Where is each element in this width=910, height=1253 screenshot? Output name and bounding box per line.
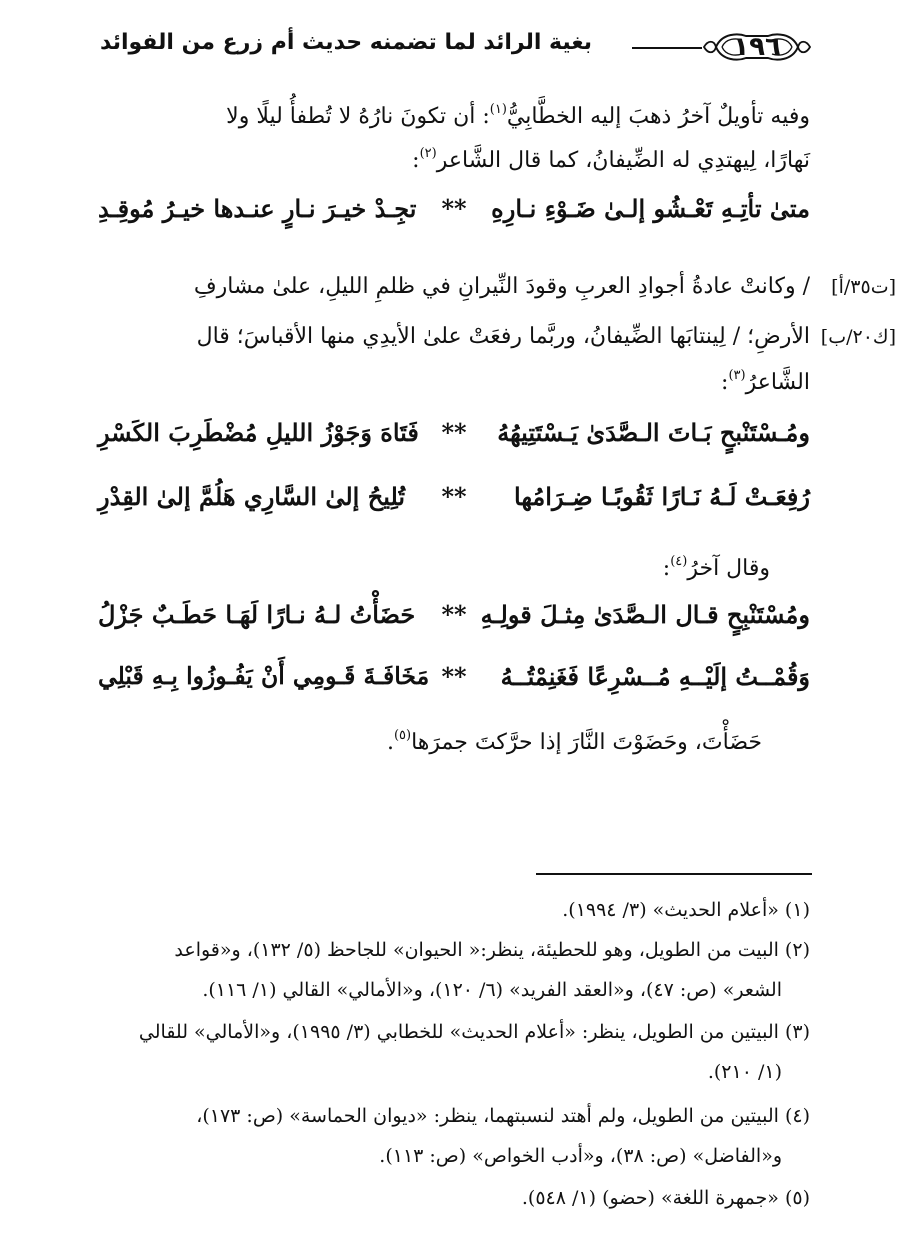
text-run: : أن تكونَ نارُهُ لا تُطفأُ ليلًا ولا [226, 104, 490, 129]
verse-separator: ** [441, 662, 467, 691]
paragraph-1-line-2 [98, 140, 810, 182]
verse-2 [98, 418, 810, 462]
verse-hemistich-first: متىٰ تأتِـهِ تَعْـشُو إلـىٰ ضَـوْءِ نـارِهِ [491, 194, 810, 223]
verse-hemistich-second: فَتَاهَ وَجَوْزُ الليلِ مُضْطَرِبَ الكَسْرِ [98, 418, 419, 447]
paragraph-2-line-3 [98, 362, 810, 404]
verse-hemistich-first: رُفِعَـتْ لَـهُ نَـارًا ثَقُوبًـا ضِـرَامُها [514, 482, 810, 511]
paragraph-3-line-1 [98, 548, 770, 590]
verse-1 [98, 194, 810, 238]
paragraph-1-line-1 [98, 96, 810, 138]
verse-separator: ** [441, 418, 467, 447]
verse-5 [98, 662, 810, 706]
footnote-ref: (٢) [419, 146, 437, 161]
page-number-ornament [702, 30, 812, 64]
text-run: حَضَأْتَ، وحَضَوْتَ النَّارَ إذا حرَّكتَ جمرَها [411, 730, 762, 755]
text-run: وفيه تأويلٌ آخرُ ذهبَ إليه الخطَّابِيُّ [506, 104, 810, 129]
footnote-2-line-2: الشعر» (ص: ٤٧)، و«العقد الفريد» (٦/ ١٢٠)، و«الأمالي» القالي (١/ ١١٦). [202, 979, 782, 1001]
text-run: . [386, 730, 394, 755]
page-number: ١٩٦ [733, 32, 781, 62]
verse-separator: ** [441, 482, 467, 511]
text-run: نَهارًا، لِيهتدِي له الضِّيفانُ، كما قال الشَّاعر [436, 148, 810, 173]
page-header [100, 28, 812, 68]
verse-hemistich-second: تُلِيحُ إلىٰ السَّارِي هَلُمَّ إلىٰ القِدْرِ [98, 482, 406, 511]
paragraph-4-line-1 [98, 722, 762, 764]
footnote-separator [536, 873, 812, 875]
verse-hemistich-second: مَخَافَـةَ قَـومِي أَنْ يَفُـوزُوا بِـهِ قَبْلِي [98, 662, 430, 690]
verse-hemistich-second: حَضَأْتُ لـهُ نـارًا لَهَـا حَطَـبٌ جَزْلُ [98, 600, 416, 629]
text-run: : [412, 148, 420, 173]
footnote-4-line-2: و«الفاضل» (ص: ٣٨)، و«أدب الخواص» (ص: ١١٣). [379, 1145, 782, 1167]
footnote-3-line-2: (١/ ٢١٠). [707, 1061, 782, 1083]
paragraph-2-line-1 [160, 266, 810, 308]
footnote-ref: (٣) [728, 368, 746, 383]
text-run: : [721, 370, 729, 395]
verse-3 [98, 482, 810, 526]
manuscript-ref: [ت٣٥/أ] [831, 276, 896, 298]
verse-hemistich-first: وَقُمْــتُ إلَيْــهِ مُــسْرِعًا فَغَنِمْتُــهُ [500, 662, 810, 691]
running-title: بغية الرائد لما تضمنه حديث أم زرع من الفوائد [100, 30, 593, 55]
footnote-ref: (١) [489, 102, 507, 117]
footnote-5: (٥) «جمهرة اللغة» (حضو) (١/ ٥٤٨). [521, 1187, 810, 1209]
footnote-ref: (٤) [670, 554, 688, 569]
verse-separator: ** [441, 194, 467, 223]
text-run: وقال آخرُ [687, 556, 770, 581]
text-run: الأرضِ؛ / لِينتابَها الضِّيفانُ، وربَّما رفعَتْ علىٰ الأيدِي منها الأقباسَ؛ قال [196, 324, 810, 349]
verse-hemistich-first: ومُسْتَنْبِحٍ قـال الـصَّدَىٰ مِثـلَ قولِـهِ [480, 600, 810, 629]
text-run: / وكانتْ عادةُ أجوادِ العربِ وقودَ النِّيرانِ في ظلمِ الليلِ، علىٰ مشارفِ [193, 274, 810, 299]
footnote-2-line-1: (٢) البيت من الطويل، وهو للحطيئة، ينظر:« الحيوان» للجاحظ (٥/ ١٣٢)، و«قواعد [174, 939, 810, 961]
footnote-4-line-1: (٤) البيتين من الطويل، ولم أهتد لنسبتهما، ينظر: «ديوان الحماسة» (ص: ١٧٣)، [196, 1105, 810, 1127]
footnote-3-line-1: (٣) البيتين من الطويل، ينظر: «أعلام الحديث» للخطابي (٣/ ١٩٩٥)، و«الأمالي» للقالي [138, 1021, 810, 1043]
text-run: الشَّاعرُ [745, 370, 810, 395]
text-run: : [662, 556, 671, 581]
verse-4 [98, 600, 810, 644]
verse-hemistich-second: تجِـدْ خيـرَ نـارٍ عنـدها خيـرُ مُوقِـدِ [98, 194, 417, 223]
verse-separator: ** [441, 600, 467, 629]
footnote-ref: (٥) [393, 728, 412, 743]
manuscript-ref: [ك٢٠/ب] [820, 326, 896, 348]
footnote-1: (١) «أعلام الحديث» (٣/ ١٩٩٤). [562, 899, 810, 921]
header-rule [632, 47, 702, 49]
verse-hemistich-first: ومُـسْتَنْبحٍ بَـاتَ الـصَّدَىٰ يَـسْتَتِيهُهُ [497, 418, 810, 447]
paragraph-2-line-2 [110, 316, 810, 358]
